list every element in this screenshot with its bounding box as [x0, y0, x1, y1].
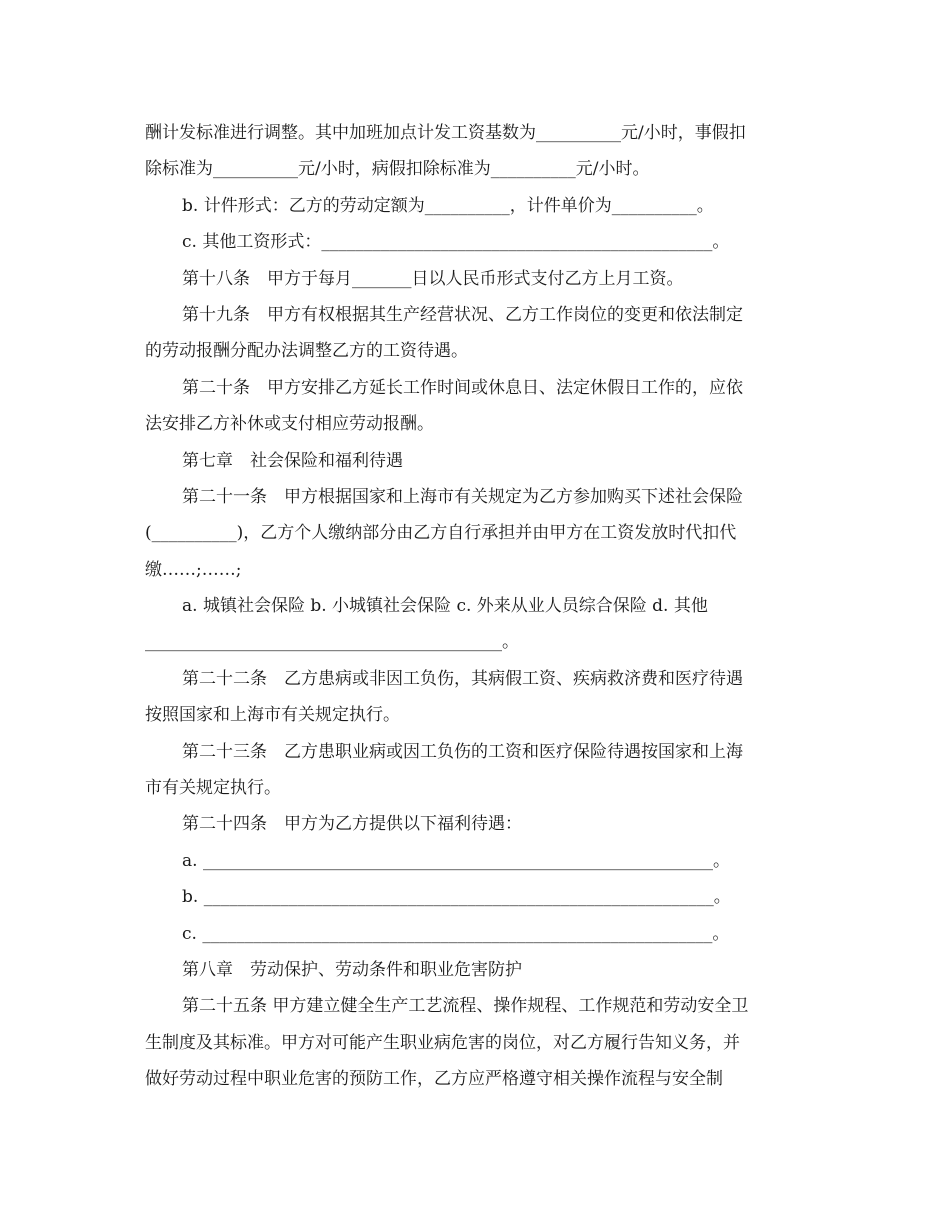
- text-line: (__________)，乙方个人缴纳部分由乙方自行承担并由甲方在工资发放时代扣代: [145, 523, 737, 544]
- text-line: __________________________________________。: [145, 632, 519, 653]
- article-19: 第十九条 甲方有权根据其生产经营状况、乙方工作岗位的变更和依法制定: [182, 304, 743, 325]
- text-line: 的劳动报酬分配办法调整乙方的工资待遇。: [145, 341, 468, 362]
- chapter-8-heading: 第八章 劳动保护、劳动条件和职业危害防护: [182, 959, 522, 980]
- text-line: 法安排乙方补休或支付相应劳动报酬。: [145, 414, 434, 435]
- benefit-item-b: b. ____________________________________________________________。: [182, 887, 731, 908]
- text-line: c. 其他工资形式：______________________________________________。: [182, 232, 730, 253]
- text-line: 除标准为__________元/小时，病假扣除标准为__________元/小时。: [145, 159, 650, 180]
- chapter-7-heading: 第七章 社会保险和福利待遇: [182, 450, 403, 471]
- benefit-item-a: a. ____________________________________________________________。: [182, 850, 730, 871]
- article-24: 第二十四条 甲方为乙方提供以下福利待遇：: [182, 814, 522, 835]
- text-line: 按照国家和上海市有关规定执行。: [145, 705, 400, 726]
- text-line: b. 计件形式：乙方的劳动定额为__________，计件单价为__________。: [182, 195, 714, 216]
- article-23: 第二十三条 乙方患职业病或因工负伤的工资和医疗保险待遇按国家和上海: [182, 741, 743, 762]
- text-line: 市有关规定执行。: [145, 778, 281, 799]
- text-line: 酬计发标准进行调整。其中加班加点计发工资基数为__________元/小时，事假扣: [145, 123, 746, 143]
- article-25: 第二十五条 甲方建立健全生产工艺流程、操作规程、工作规范和劳动安全卫: [182, 996, 749, 1017]
- benefit-item-c: c. ____________________________________________________________。: [182, 923, 730, 944]
- article-22: 第二十二条 乙方患病或非因工负伤，其病假工资、疾病救济费和医疗待遇: [182, 668, 743, 689]
- document-body: [145, 115, 810, 1098]
- insurance-options: a. 城镇社会保险 b. 小城镇社会保险 c. 外来从业人员综合保险 d. 其他: [182, 596, 708, 617]
- text-line: 生制度及其标准。甲方对可能产生职业病危害的岗位，对乙方履行告知义务，并: [145, 1032, 740, 1053]
- article-21: 第二十一条 甲方根据国家和上海市有关规定为乙方参加购买下述社会保险: [182, 486, 743, 507]
- article-18: 第十八条 甲方于每月_______日以人民币形式支付乙方上月工资。: [182, 268, 684, 289]
- text-line: 缴……;……;: [145, 559, 242, 580]
- article-20: 第二十条 甲方安排乙方延长工作时间或休息日、法定休假日工作的，应依: [182, 377, 743, 398]
- text-line: 做好劳动过程中职业危害的预防工作，乙方应严格遵守相关操作流程与安全制: [145, 1069, 723, 1090]
